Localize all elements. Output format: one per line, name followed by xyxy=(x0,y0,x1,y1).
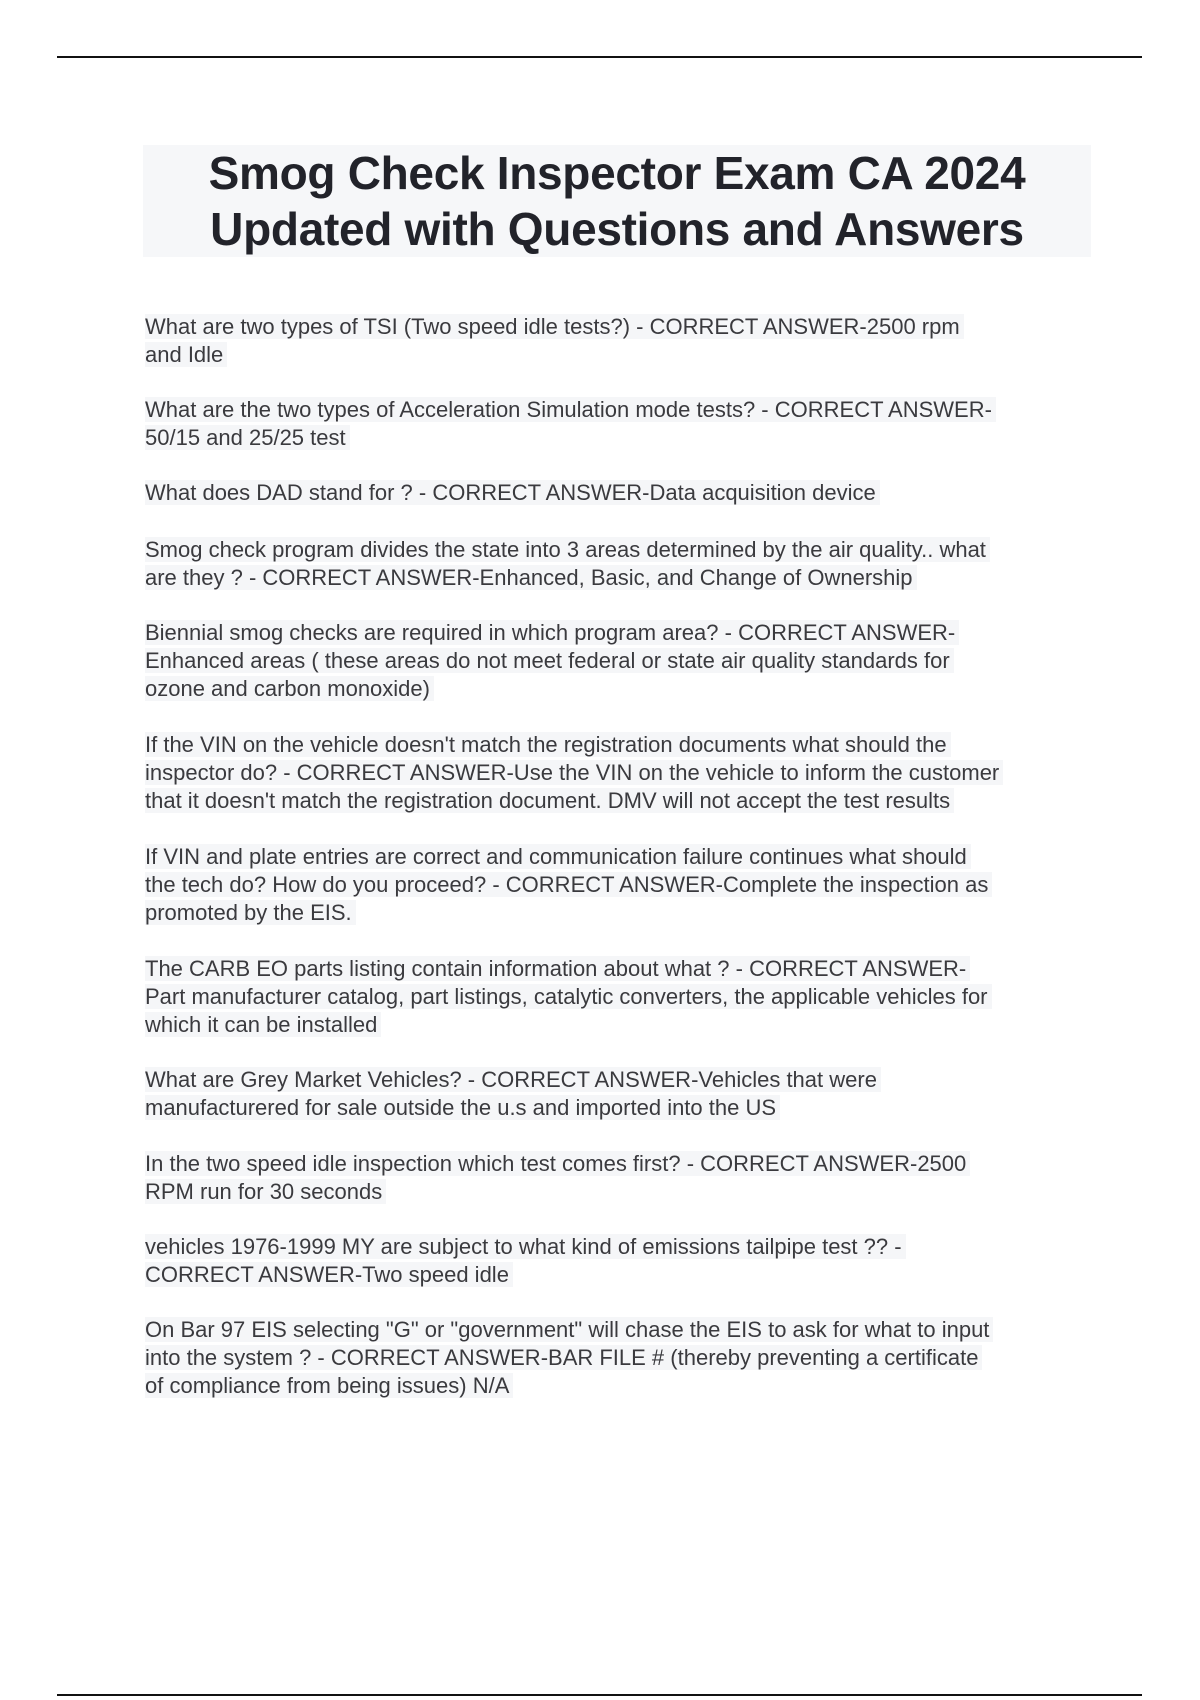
qa-item xyxy=(145,619,1105,703)
qa-line xyxy=(145,1344,1105,1372)
qa-line xyxy=(145,1094,1105,1122)
qa-line-text: which it can be installed xyxy=(145,1012,381,1037)
title-line: Updated with Questions and Answers xyxy=(210,203,1024,255)
qa-line-text: the tech do? How do you proceed? - CORRECT ANSWER-Complete the inspection as xyxy=(145,872,992,897)
qa-line xyxy=(145,955,1105,983)
qa-line xyxy=(145,675,1105,703)
qa-line-text: What are the two types of Acceleration Simulation mode tests? - CORRECT ANSWER- xyxy=(145,397,996,422)
qa-line-text: Enhanced areas ( these areas do not meet federal or state air quality standards for xyxy=(145,648,954,673)
qa-line xyxy=(145,1372,1105,1400)
qa-line-text: into the system ? - CORRECT ANSWER-BAR FILE # (thereby preventing a certificate xyxy=(145,1345,982,1370)
qa-line-text: Smog check program divides the state into 3 areas determined by the air quality.. what xyxy=(145,537,990,562)
qa-item xyxy=(145,843,1105,927)
qa-item xyxy=(145,536,1105,592)
qa-item xyxy=(145,479,1105,507)
qa-line xyxy=(145,1178,1105,1206)
qa-line xyxy=(145,759,1105,787)
qa-line xyxy=(145,983,1105,1011)
qa-line-text: of compliance from being issues) N/A xyxy=(145,1373,513,1398)
qa-line xyxy=(145,1066,1105,1094)
qa-line xyxy=(145,787,1105,815)
qa-line-text: inspector do? - CORRECT ANSWER-Use the VIN on the vehicle to inform the customer xyxy=(145,760,1003,785)
qa-line-text: If VIN and plate entries are correct and communication failure continues what should xyxy=(145,844,971,869)
qa-line xyxy=(145,1011,1105,1039)
qa-line-text: 50/15 and 25/25 test xyxy=(145,425,350,450)
qa-line-text: In the two speed idle inspection which test comes first? - CORRECT ANSWER-2500 xyxy=(145,1151,970,1176)
qa-item xyxy=(145,396,1105,452)
qa-item xyxy=(145,1316,1105,1400)
qa-line xyxy=(145,479,1105,507)
qa-line-text: are they ? - CORRECT ANSWER-Enhanced, Basic, and Change of Ownership xyxy=(145,565,917,590)
qa-line-text: On Bar 97 EIS selecting "G" or "government" will chase the EIS to ask for what to input xyxy=(145,1317,993,1342)
qa-line-text: Biennial smog checks are required in which program area? - CORRECT ANSWER- xyxy=(145,620,959,645)
qa-line xyxy=(145,536,1105,564)
qa-item xyxy=(145,313,1105,369)
qa-item xyxy=(145,1066,1105,1122)
qa-item xyxy=(145,731,1105,815)
title-line: Smog Check Inspector Exam CA 2024 xyxy=(208,147,1026,199)
qa-line-text: Part manufacturer catalog, part listings, catalytic converters, the applicable vehicles for xyxy=(145,984,992,1009)
qa-line xyxy=(145,1233,1105,1261)
qa-line-text: vehicles 1976-1999 MY are subject to what kind of emissions tailpipe test ?? - xyxy=(145,1234,906,1259)
qa-line xyxy=(145,564,1105,592)
qa-line xyxy=(145,341,1105,369)
qa-line xyxy=(145,424,1105,452)
qa-line-text: CORRECT ANSWER-Two speed idle xyxy=(145,1262,513,1287)
qa-line xyxy=(145,1150,1105,1178)
bottom-rule xyxy=(57,1694,1142,1696)
qa-line xyxy=(145,843,1105,871)
qa-line xyxy=(145,1261,1105,1289)
qa-line xyxy=(145,647,1105,675)
qa-line-text: What are Grey Market Vehicles? - CORRECT ANSWER-Vehicles that were xyxy=(145,1067,881,1092)
qa-line-text: If the VIN on the vehicle doesn't match the registration documents what should the xyxy=(145,732,951,757)
qa-line-text: that it doesn't match the registration document. DMV will not accept the test results xyxy=(145,788,954,813)
qa-line xyxy=(145,1316,1105,1344)
qa-line-text: What are two types of TSI (Two speed idle tests?) - CORRECT ANSWER-2500 rpm xyxy=(145,314,964,339)
top-rule xyxy=(57,56,1142,58)
qa-line xyxy=(145,731,1105,759)
qa-line xyxy=(145,899,1105,927)
qa-line xyxy=(145,619,1105,647)
qa-line xyxy=(145,871,1105,899)
qa-line-text: ozone and carbon monoxide) xyxy=(145,676,434,701)
document-title xyxy=(143,145,1091,257)
qa-item xyxy=(145,955,1105,1039)
qa-item xyxy=(145,1233,1105,1289)
qa-line-text: manufacturered for sale outside the u.s and imported into the US xyxy=(145,1095,780,1120)
qa-item xyxy=(145,1150,1105,1206)
qa-line-text: The CARB EO parts listing contain information about what ? - CORRECT ANSWER- xyxy=(145,956,970,981)
qa-line-text: RPM run for 30 seconds xyxy=(145,1179,386,1204)
qa-line-text: What does DAD stand for ? - CORRECT ANSWER-Data acquisition device xyxy=(145,480,880,505)
qa-line xyxy=(145,396,1105,424)
qa-line xyxy=(145,313,1105,341)
qa-line-text: promoted by the EIS. xyxy=(145,900,356,925)
qa-line-text: and Idle xyxy=(145,342,227,367)
